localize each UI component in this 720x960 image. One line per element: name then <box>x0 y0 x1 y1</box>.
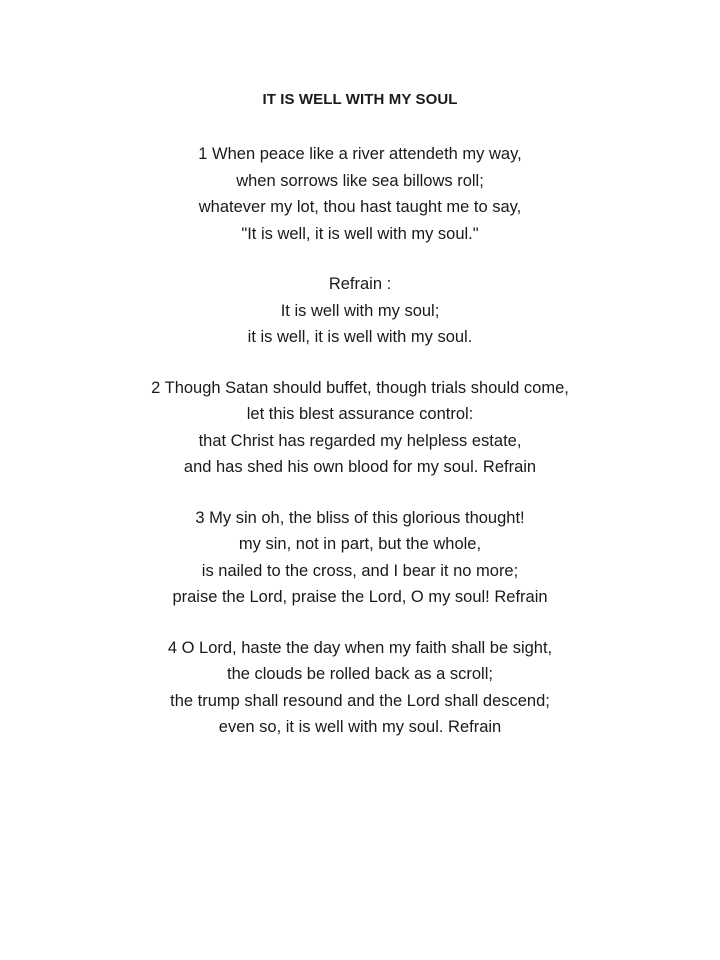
verse-line: the trump shall resound and the Lord shall descend; <box>170 691 550 710</box>
verse-line: is nailed to the cross, and I bear it no more; <box>201 561 519 580</box>
verse-line: that Christ has regarded my helpless estate, <box>198 431 522 450</box>
verse-3 <box>0 505 720 611</box>
verse-line: "It is well, it is well with my soul." <box>241 224 479 243</box>
verse-line: whatever my lot, thou hast taught me to say, <box>198 198 522 216</box>
refrain-line: It is well with my soul; <box>280 301 440 320</box>
verse-4 <box>0 635 720 741</box>
verse-line: 4 O Lord, haste the day when my faith shall be sight, <box>167 638 553 657</box>
verse-line: 2 Though Satan should buffet, though trials should come, <box>151 378 569 397</box>
refrain-line: it is well, it is well with my soul. <box>247 328 473 346</box>
refrain-heading: Refrain : <box>328 275 392 293</box>
verse-line: and has shed his own blood for my soul. Refrain <box>183 458 537 476</box>
refrain <box>0 271 720 351</box>
verse-line: the clouds be rolled back as a scroll; <box>227 665 493 683</box>
verse-line: 3 My sin oh, the bliss of this glorious thought! <box>195 508 525 527</box>
verse-line: praise the Lord, praise the Lord, O my soul! Refrain <box>172 588 548 606</box>
verse-line: 1 When peace like a river attendeth my way, <box>198 145 522 163</box>
verse-line: even so, it is well with my soul. Refrain <box>218 718 502 736</box>
verse-line: let this blest assurance control: <box>246 405 474 423</box>
verse-2 <box>0 375 720 481</box>
verse-line: my sin, not in part, but the whole, <box>238 535 482 553</box>
verse-1 <box>0 141 720 247</box>
hymn-title: IT IS WELL WITH MY SOUL <box>262 91 458 108</box>
verse-line: when sorrows like sea billows roll; <box>236 171 484 190</box>
